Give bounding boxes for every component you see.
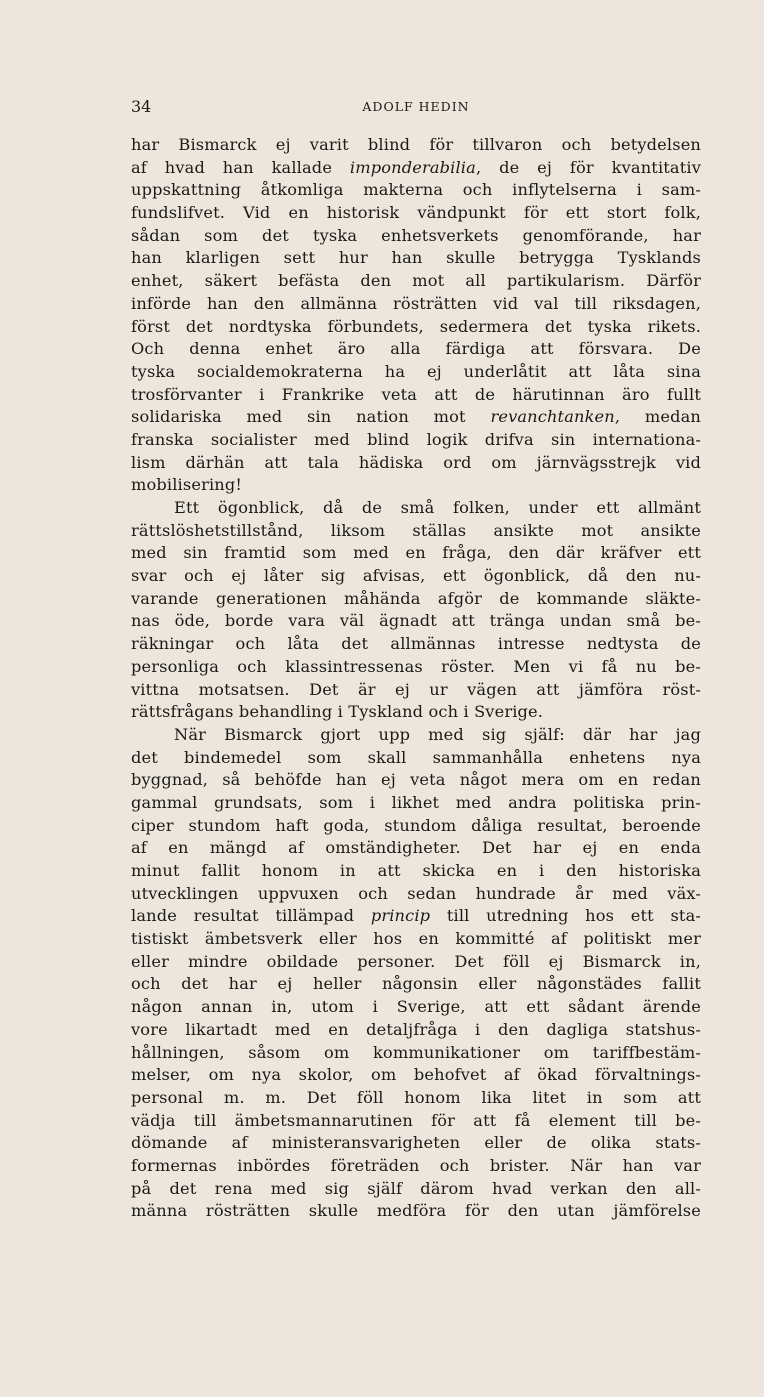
text-line: dömande af ministeransvarigheten eller de olika stats- [131, 1133, 701, 1153]
text-line: det bindemedel som skall sammanhålla enhetens nya [131, 747, 701, 767]
page-header [131, 96, 701, 118]
text-line: af en mängd af omständigheter. Det har ej en enda [131, 838, 701, 858]
text-line: enhet, säkert befästa den mot all partikularism. Därför [131, 271, 701, 291]
text-line: nas öde, borde vara väl ägnadt att tränga undan små be- [131, 611, 701, 631]
text-line: tyska socialdemokraterna ha ej underlåtit att låta sina [131, 361, 701, 381]
text-line: vore likartadt med en detaljfråga i den dagliga statshus- [131, 1019, 701, 1039]
text-line: byggnad, så behöfde han ej veta något mera om en redan [131, 770, 701, 790]
text-segment: , medan [614, 407, 701, 427]
text-line: hållningen, såsom om kommunikationer om tariffbestäm- [131, 1042, 701, 1062]
text-line: lism därhän att tala hädiska ord om järnvägsstrejk vid [131, 452, 701, 472]
text-line: rättsfrågans behandling i Tyskland och i Sverige. [131, 702, 544, 722]
text-line: tistiskt ämbetsverk eller hos en kommitté af politiskt mer [131, 929, 701, 949]
text-line: varande generationen måhända afgör de kommande släkte- [131, 588, 701, 608]
text-line: har Bismarck ej varit blind för tillvaron och betydelsen [131, 135, 701, 154]
text-line: vädja till ämbetsmannarutinen för att få element till be- [131, 1110, 701, 1130]
text-line: han klarligen sett hur han skulle betrygga Tysklands [131, 248, 701, 268]
text-line: ciper stundom haft goda, stundom dåliga resultat, beroende [131, 815, 701, 835]
text-line [131, 905, 701, 928]
text-line: männa rösträtten skulle medföra för den utan jämförelse [131, 1201, 701, 1221]
text-line: gammal grundsats, som i likhet med andra politiska prin- [131, 792, 701, 812]
text-line: personal m. m. Det föll honom lika litet in som att [131, 1087, 701, 1107]
text-line: någon annan in, utom i Sverige, att ett sådant ärende [131, 997, 701, 1017]
text-segment: , de ej för kvantitativ [475, 157, 701, 177]
text-line: och det har ej heller någonsin eller någonstädes fallit [131, 974, 701, 994]
body-text [131, 134, 701, 1223]
text-segment: lande resultat tillämpad [131, 906, 371, 926]
text-line: uppskattning åtkomliga makterna och inflytelserna i sam- [131, 180, 701, 200]
text-line: trosförvanter i Frankrike veta att de härutinnan äro fullt [131, 384, 701, 404]
text-line: räkningar och låta det allmännas intresse nedtysta de [131, 634, 701, 654]
text-line: personliga och klassintressenas röster. Men vi få nu be- [131, 656, 701, 676]
text-line: mobilisering! [131, 475, 243, 495]
italic-term: princip [370, 906, 431, 926]
text-line: fundslifvet. Vid en historisk vändpunkt för ett stort folk, [131, 203, 701, 223]
text-line: införde han den allmänna rösträtten vid val till riksdagen, [131, 293, 701, 313]
text-line: utvecklingen uppvuxen och sedan hundrade år med väx- [131, 883, 701, 903]
text-segment: solidariska med sin nation mot [131, 407, 491, 427]
text-line [131, 406, 701, 429]
text-line: med sin framtid som med en fråga, den där kräfver ett [131, 543, 701, 563]
text-line: först det nordtyska förbundets, sedermera det tyska rikets. [131, 316, 701, 336]
text-line: formernas inbördes företräden och brister. När han var [131, 1155, 701, 1175]
italic-term: imponderabilia [349, 157, 476, 177]
text-line: sådan som det tyska enhetsverkets genomförande, har [131, 225, 701, 245]
text-line: När Bismarck gjort upp med sig själf: där har jag [174, 724, 701, 744]
text-line: svar och ej låter sig afvisas, ett ögonblick, då den nu- [131, 566, 701, 586]
text-line: Ett ögonblick, då de små folken, under ett allmänt [174, 498, 701, 517]
text-segment: af hvad han kallade [131, 157, 350, 177]
text-segment: till utredning hos ett sta- [430, 906, 702, 926]
running-head: ADOLF HEDIN [362, 99, 470, 114]
italic-term: revanchtanken [490, 407, 615, 427]
text-line [131, 157, 701, 180]
page-number: 34 [131, 97, 152, 116]
text-line: minut fallit honom in att skicka en i den historiska [131, 861, 701, 880]
text-line: på det rena med sig själf därom hvad verkan den all- [131, 1178, 701, 1198]
text-line: Och denna enhet äro alla färdiga att försvara. De [131, 339, 701, 359]
text-line: vittna motsatsen. Det är ej ur vägen att jämföra röst- [131, 679, 701, 699]
text-line: franska socialister med blind logik drifva sin internationa- [131, 429, 701, 449]
text-line: eller mindre obildade personer. Det föll ej Bismarck in, [131, 951, 701, 971]
text-line: melser, om nya skolor, om behofvet af ökad förvaltnings- [131, 1065, 701, 1085]
text-line: rättslöshetstillstånd, liksom ställas ansikte mot ansikte [131, 520, 701, 540]
